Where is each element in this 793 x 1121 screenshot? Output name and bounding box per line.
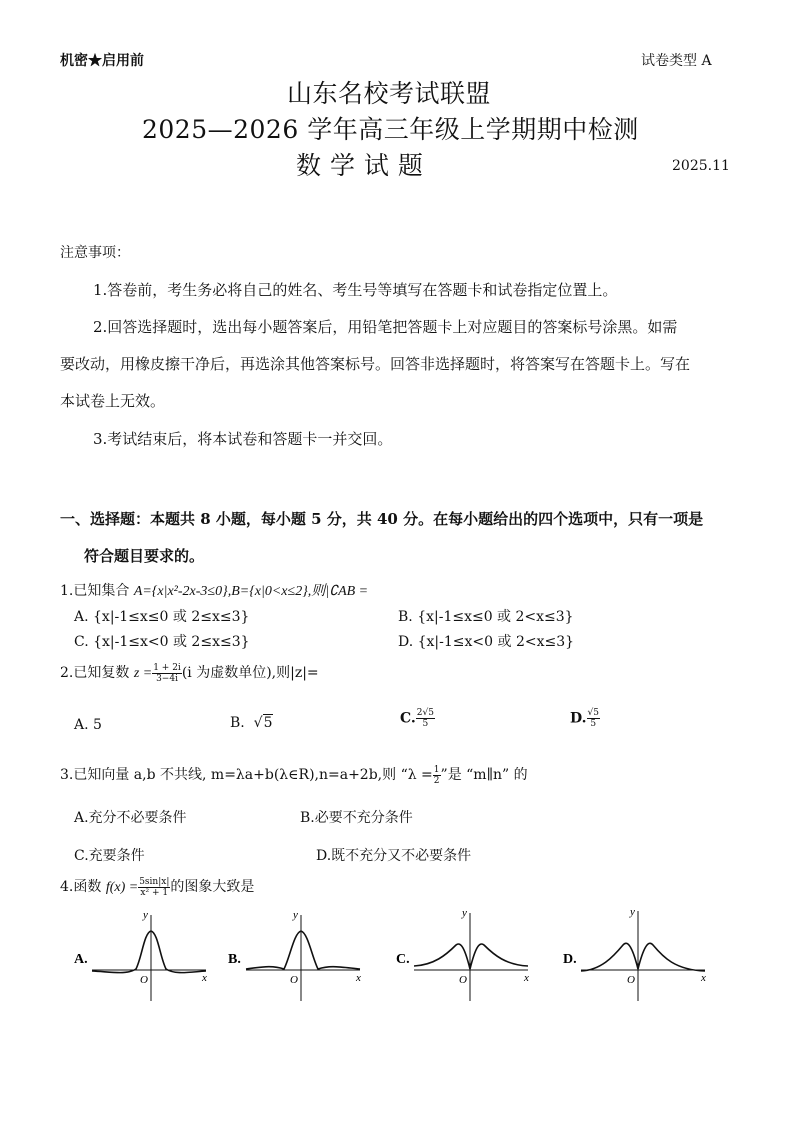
q4-a-x-label: x xyxy=(202,972,207,984)
q2-d-fraction xyxy=(587,708,600,729)
q2-c-label: C. xyxy=(400,710,416,727)
q4-a-y-label: y xyxy=(143,909,148,921)
note-1: 1.答卷前，考生务必将自己的姓名、考生号等填写在答题卡和试卷指定位置上。 xyxy=(93,281,618,299)
q1-option-c: C. {x|-1≤x<0 或 2≤x≤3} xyxy=(74,634,250,650)
q4-d-y-label: y xyxy=(630,906,635,918)
note-2-line1: 2.回答选择题时，选出每小题答案后，用铅笔把答题卡上对应题目的答案标号涂黑。如需 xyxy=(93,318,678,336)
question-1-stem xyxy=(60,580,368,600)
question-4-stem xyxy=(60,876,254,898)
q4-d-x-label: x xyxy=(701,972,706,984)
q2-b-label: B. xyxy=(230,715,245,731)
q3-prefix: 3.已知向量 a,b 不共线, m=λa+b(λ∈R),n=a+2b,则 “λ = xyxy=(60,767,433,783)
q4-fraction xyxy=(138,877,170,898)
q2-prefix: 2.已知复数 xyxy=(60,665,134,681)
section-heading-line2: 符合题目要求的。 xyxy=(84,547,205,565)
notes-title: 注意事项： xyxy=(60,245,130,261)
exam-date: 2025.11 xyxy=(672,158,730,174)
q4-b-origin: O xyxy=(290,974,298,986)
q3-option-d: D.既不充分又不必要条件 xyxy=(316,848,472,864)
q2-fraction xyxy=(152,663,182,684)
q2-c-den: 5 xyxy=(422,719,429,729)
org-title: 山东名校考试联盟 xyxy=(287,79,492,108)
confidential-mark: 机密★启用前 xyxy=(60,53,144,69)
q2-option-c xyxy=(400,708,435,729)
q4-d-curve xyxy=(581,943,705,971)
question-3-stem xyxy=(60,764,528,786)
q4-a-curve xyxy=(92,931,206,973)
note-2-line2: 要改动，用橡皮擦干净后，再选涂其他答案标号。回答非选择题时，将答案写在答题卡上。写在 xyxy=(60,355,691,373)
q2-option-d xyxy=(570,708,600,729)
q4-c-y-label: y xyxy=(462,907,467,919)
q4-graph-d xyxy=(561,905,711,1005)
q4-d-origin: O xyxy=(627,974,635,986)
q3-fraction xyxy=(433,765,441,786)
question-2-stem xyxy=(60,662,319,684)
q2-suffix: (i 为虚数单位),则|z|= xyxy=(181,665,319,681)
q4-f-label: f(x) = xyxy=(105,880,139,895)
q4-graph-c xyxy=(394,905,534,1005)
q4-c-label: C. xyxy=(396,952,410,967)
q1-set-expression: A={x|x²-2x-3≤0},B={x|0<x≤2},则|∁AB = xyxy=(133,584,369,599)
q2-c-fraction xyxy=(416,708,435,729)
q4-graph-b xyxy=(226,905,366,1005)
q2-z-label: z = xyxy=(133,666,153,681)
q4-b-label: B. xyxy=(228,952,241,967)
q3-suffix: ”是 “m∥n” 的 xyxy=(440,767,528,783)
subject-title: 数 学 试 题 xyxy=(296,151,424,180)
section-heading-line1: 一、选择题：本题共 8 小题，每小题 5 分，共 40 分。在每小题给出的四个选项中，只有一项是 xyxy=(60,510,704,528)
exam-title: 2025—2026 学年高三年级上学期期中检测 xyxy=(142,115,639,144)
q3-option-b: B.必要不充分条件 xyxy=(300,810,413,826)
q2-d-num: √5 xyxy=(587,708,599,718)
q4-prefix: 4.函数 xyxy=(60,879,106,895)
q4-b-x-label: x xyxy=(356,972,361,984)
q1-option-b: B. {x|-1≤x≤0 或 2<x≤3} xyxy=(398,609,574,625)
q2-frac-num: 1 + 2i xyxy=(153,662,181,673)
note-3: 3.考试结束后，将本试卷和答题卡一并交回。 xyxy=(93,430,393,448)
q3-option-a: A.充分不必要条件 xyxy=(74,810,187,826)
q4-a-origin: O xyxy=(140,974,148,986)
q2-d-label: D. xyxy=(570,710,587,727)
q4-c-curve xyxy=(414,944,528,969)
q3-option-c: C.充要条件 xyxy=(74,848,145,864)
q4-c-origin: O xyxy=(459,974,467,986)
q2-c-num: 2√5 xyxy=(416,708,434,718)
q4-b-y-label: y xyxy=(293,909,298,921)
q4-c-x-label: x xyxy=(524,972,529,984)
q2-option-a: A. 5 xyxy=(74,717,102,733)
q3-frac-den: 2 xyxy=(433,775,440,786)
q1-option-a: A. {x|-1≤x≤0 或 2≤x≤3} xyxy=(74,609,250,625)
q2-d-den: 5 xyxy=(590,719,597,729)
q4-frac-den: x² + 1 xyxy=(140,887,169,898)
q2-frac-den: 3−4i xyxy=(156,673,178,684)
q4-a-label: A. xyxy=(74,952,88,967)
note-2-line3: 本试卷上无效。 xyxy=(60,392,166,410)
q2-option-b: B. √5 xyxy=(230,715,273,731)
q4-b-curve xyxy=(246,931,360,969)
q1-prefix: 1.已知集合 xyxy=(60,583,134,599)
q2-b-radicand: 5 xyxy=(263,715,273,731)
q3-frac-num: 1 xyxy=(433,764,440,775)
q4-graph-a xyxy=(72,905,212,1005)
paper-type: 试卷类型 A xyxy=(641,53,712,69)
q1-option-d: D. {x|-1≤x<0 或 2<x≤3} xyxy=(398,634,575,650)
q4-d-label: D. xyxy=(563,952,577,967)
q4-suffix: 的图象大致是 xyxy=(170,879,255,895)
q4-frac-num: 5sin|x| xyxy=(139,876,170,887)
